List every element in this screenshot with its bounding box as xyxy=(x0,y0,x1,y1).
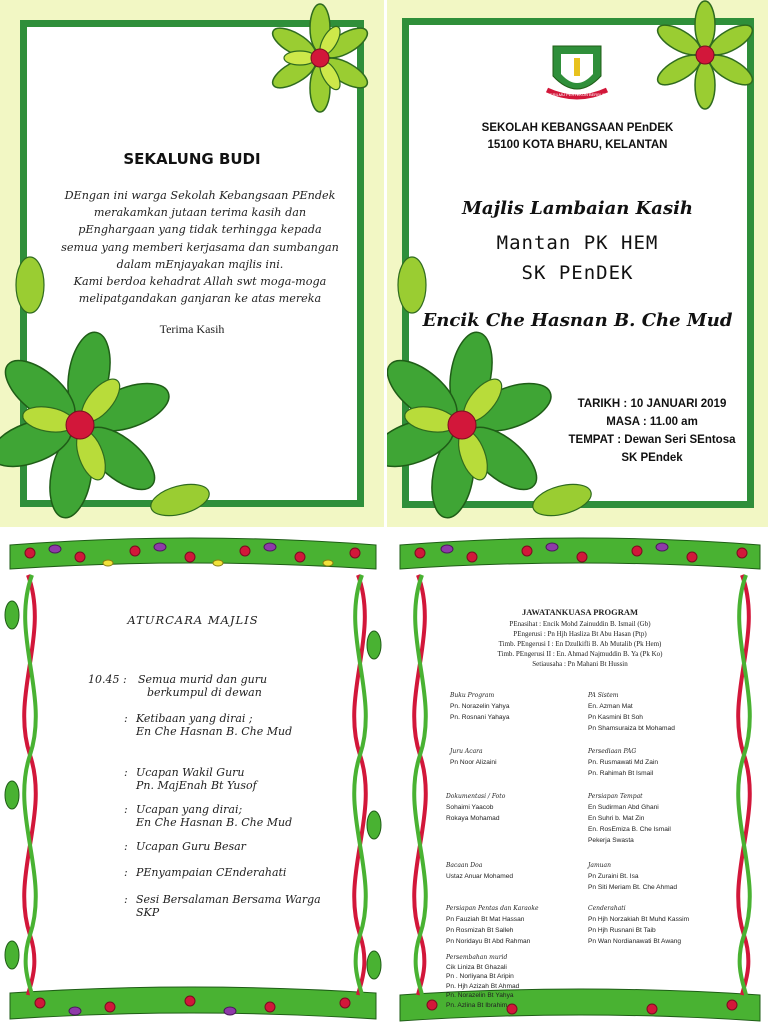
poinsettia-top-right xyxy=(653,1,757,109)
school-name: SEKOLAH KEBANGSAAN PEnDEK xyxy=(481,122,674,134)
thanks-card-panel xyxy=(0,0,384,527)
event-date: TARIKH : 10 JANUARI 2019 xyxy=(577,398,727,410)
schedule-item: Ucapan Wakil Guru Pn. MajEnah Bt Yusof xyxy=(136,766,257,792)
thanks-message: DEngan ini warga Sekolah Kebangsaan PEndek merakamkan jutaan terima kasih dan pEnghargaan yang tidak terhingga kepada semua yang memberi kerjasama dan sumbangan dalam mEnjayakan majlis ini. Kami berdoa kehadrat Allah swt moga-moga melipatgandakan ganjaran ke atas mereka xyxy=(61,189,339,306)
school-address: 15100 KOTA BHARU, KELANTAN xyxy=(487,139,668,151)
committee-group: Cenderahati Pn Hjh Norzakiah Bt Muhd Kassim Pn Hjh Rusnani Bt Taib Pn Wan Nordianawati Bt Awang xyxy=(588,905,690,945)
schedule-item: PEnyampaian CEnderahati xyxy=(136,866,287,879)
program-schedule-panel: ATURCARA MAJLIS 10.45 : Semua murid dan guru berkumpul di dewan : Ketibaan yang dirai ; En Che Hasnan B. Che Mud : Ucapan Wakil Guru Pn. MajEnah Bt Yusof : Ucapan yang dirai; En Che Hasnan B. Che Mud : Ucapan Guru Besar : PEnyampaian CEnderahati : Sesi Bersalaman Bersama Warga SKP xyxy=(0,535,386,1024)
card-title: SEKALUNG BUDI xyxy=(123,150,261,168)
poinsettia-top-right xyxy=(268,4,372,112)
poinsettia-bottom-left xyxy=(0,329,175,521)
event-title: Majlis Lambaian Kasih xyxy=(461,198,693,219)
committee-group: Buku Program Pn. Norazelin Yahya Pn. Rosnani Yahaya xyxy=(450,692,510,721)
holly-top-row xyxy=(400,538,760,569)
schedule-item: Ketibaan yang dirai ; En Che Hasnan B. Che Mud xyxy=(136,712,293,738)
holly-bottom-row xyxy=(10,987,376,1019)
schedule-item: : xyxy=(124,712,128,725)
holly-top-row xyxy=(10,538,376,569)
honoree-school: SK PEnDEK xyxy=(521,262,634,284)
committee-group: Persiapan Pentas dan Karaoke Pn Fauziah Bt Mat Hassan Pn Rosmizah Bt Salleh Pn Noridayu Bt Abd Rahman xyxy=(446,905,539,945)
school-logo xyxy=(547,46,607,97)
committee-group: Juru Acara Pn Noor Alizaini xyxy=(450,748,497,766)
event-venue: TEMPAT : Dewan Seri SEntosa xyxy=(568,434,736,446)
committee-title: JAWATANKUASA PROGRAM xyxy=(521,607,639,617)
schedule-item: Semua murid dan guru berkumpul di dewan xyxy=(138,673,268,699)
vine-left xyxy=(24,575,36,995)
committee-group: Persediaan PAG Pn. Rusmawati Md Zain Pn. Rahimah Bt Ismail xyxy=(588,748,658,777)
schedule-item: Sesi Bersalaman Bersama Warga SKP xyxy=(136,893,321,919)
vine-right xyxy=(354,575,366,995)
committee-leaders: PEnasihat : Encik Mohd Zainuddin B. Ismail (Gb) PEngerusi : Pn Hjh Hasliza Bt Abu Hasan (Ptp) Timb. PEngerusi I : En Dzulkifli B. Ab Mutalib (Pk Hem) Timb. PEngerusi II : En. Ahmad Najmuddin B. Ya (Pk Ko) Setiausaha : Pn Mahani Bt Hussin xyxy=(497,620,663,668)
committee-group: PA Sistem En. Azman Mat Pn Kasmini Bt Soh Pn Shamsuraiza bt Mohamad xyxy=(588,692,675,732)
committee-group: Dokumentasi / Foto Sohaimi Yaacob Rokaya Mohamad xyxy=(446,793,506,822)
poinsettia-bottom-left xyxy=(387,329,557,521)
committee-group: Bacaan Doa Ustaz Anuar Mohamed xyxy=(446,862,514,880)
committee-group: Persiapan Tempat En Sudirman Abd Ghani En Suhri b. Mat Zin En. RosEmiza B. Che Ismail Pekerja Swasta xyxy=(588,793,671,844)
schedule-item: Ucapan Guru Besar xyxy=(136,840,246,853)
schedule-time: 10.45 : xyxy=(88,673,127,686)
honoree-name: Encik Che Hasnan B. Che Mud xyxy=(422,310,733,331)
honoree-title: Mantan PK HEM xyxy=(496,232,659,254)
thank-you-text: Terima Kasih xyxy=(159,322,225,336)
event-venue-school: SK PEndek xyxy=(621,452,683,464)
schedule-item: Ucapan yang dirai; En Che Hasnan B. Che Mud xyxy=(136,803,293,829)
schedule-title: ATURCARA MAJLIS xyxy=(127,613,259,627)
event-time: MASA : 11.00 am xyxy=(606,416,698,428)
committee-panel xyxy=(392,535,768,1024)
logo-motto: BERILMU PERTEKUN BERBUDI xyxy=(547,92,607,97)
committee-group: Persembahan murid Cik Liniza Bt Ghazali Pn . Norliyana Bt Aripin Pn. Hjh Azizah Bt Ahmad Pn. Norazelin Bt Yahya Pn. Azlina Bt Ibrahim xyxy=(446,954,520,1009)
invitation-panel xyxy=(387,0,768,527)
committee-group: Jamuan Pn Zuraini Bt. Isa Pn Siti Meriam Bt. Che Ahmad xyxy=(588,862,678,891)
